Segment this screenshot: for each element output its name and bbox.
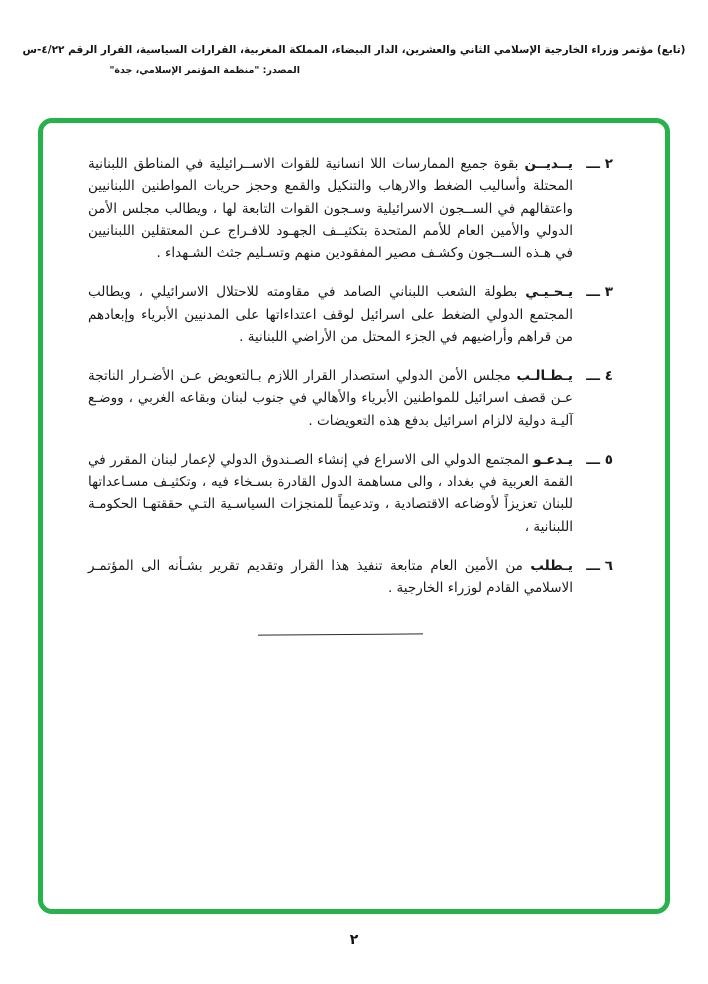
item-text xyxy=(88,281,573,348)
resolution-body xyxy=(43,123,665,635)
header-source-line: المصدر: "منظمة المؤتمر الإسلامي، جدة" xyxy=(109,65,300,76)
resolution-item xyxy=(88,281,613,348)
item-lead-word: يــديــن xyxy=(524,156,573,172)
item-number: ٤ ـــ xyxy=(586,368,613,385)
green-highlight-frame xyxy=(38,118,670,914)
resolution-item xyxy=(88,555,613,600)
item-text-body: مجلس الأمن الدولي استصدار القرار اللازم بـالتعويض عـن الأضـرار الناتجة عـن قصف اسرائيل للمواطنين الأبرياء والأهالي في جنوب لبنان وبقاعه الغربي ، ووضـع آليـة دولية لالزام اسرائيل بدفع هذه التعويضات . xyxy=(88,368,573,429)
page-number: ٢ xyxy=(349,932,359,948)
resolution-item xyxy=(88,365,613,432)
item-text xyxy=(88,365,573,432)
item-text-body: من الأمين العام متابعة تنفيذ هذا القرار وتقديم تقرير بشـأنه الى المؤتمـر الاسلامي القادم لوزراء الخارجية . xyxy=(88,557,573,597)
resolution-item xyxy=(88,449,613,538)
item-text-body: بطولة الشعب اللبناني الصامد في مقاومته للاحتلال الاسرائيلي ، ويطالب المجتمع الدولي الضغط على اسرائيل لوقف اعتداءاتها على المدنيين الأبرياء وإبعادهم من قراهم وأراضيهم في الجزء المحتل من الأراضي اللبنانية . xyxy=(88,284,573,345)
item-number: ٢ ـــ xyxy=(586,156,613,172)
item-text xyxy=(88,153,573,264)
item-number: ٥ ـــ xyxy=(586,451,613,468)
item-lead-word: يـطـالـب xyxy=(516,368,573,385)
resolution-item xyxy=(88,153,613,264)
item-text xyxy=(88,449,573,538)
item-text xyxy=(88,555,573,600)
item-lead-word: يـطلب xyxy=(530,557,573,574)
item-lead-word: يـدعـو xyxy=(533,451,573,468)
item-text-body: المجتمع الدولي الى الاسراع في إنشاء الصـندوق الدولي لإعمار لبنان المقرر في القمة العربية في بغداد ، والى مساهمة الدول القادرة بسـخاء فيه ، وتكثيـف مسـاعداتها للبنان تعزيزاً لأوضاعه الاقتصادية ، وتدعيماً للمنجزات السياسـية التـي حققتهـا الحكومـة اللبنانية ، xyxy=(88,451,573,535)
item-text-body: بقوة جميع الممارسات اللا انسانية للقوات الاســرائيلية في المناطق اللبنانية المحتلة وأساليب الضغط والارهاب والتنكيل والقمع وحجز حريات المواطنين اللبنانيين واعتقالهم في الســجون الاسرائيلية وسـجون القوات التابعة لها ، ويطالب مجلس الأمن الدولي والأمين العام للأمم المتحدة بتكثيــف الجهـود للافـراج عـن المعتقلين اللبنانيين في هـذه الســجون وكشـف مصير المفقودين منهم وتسـليم جثث الشـهداء . xyxy=(88,156,573,262)
signature-line xyxy=(258,633,423,635)
document-header xyxy=(0,0,708,76)
header-reference-line: (تابع) مؤتمر وزراء الخارجية الإسلامي الثاني والعشرين، الدار البيضاء، المملكة المغربية، القرارات السياسية، القرار الرقم ٤/٢٢-س xyxy=(22,44,686,56)
item-lead-word: يـحـيـي xyxy=(525,284,574,301)
item-number: ٦ ـــ xyxy=(586,557,613,574)
item-number: ٣ ـــ xyxy=(586,284,613,301)
